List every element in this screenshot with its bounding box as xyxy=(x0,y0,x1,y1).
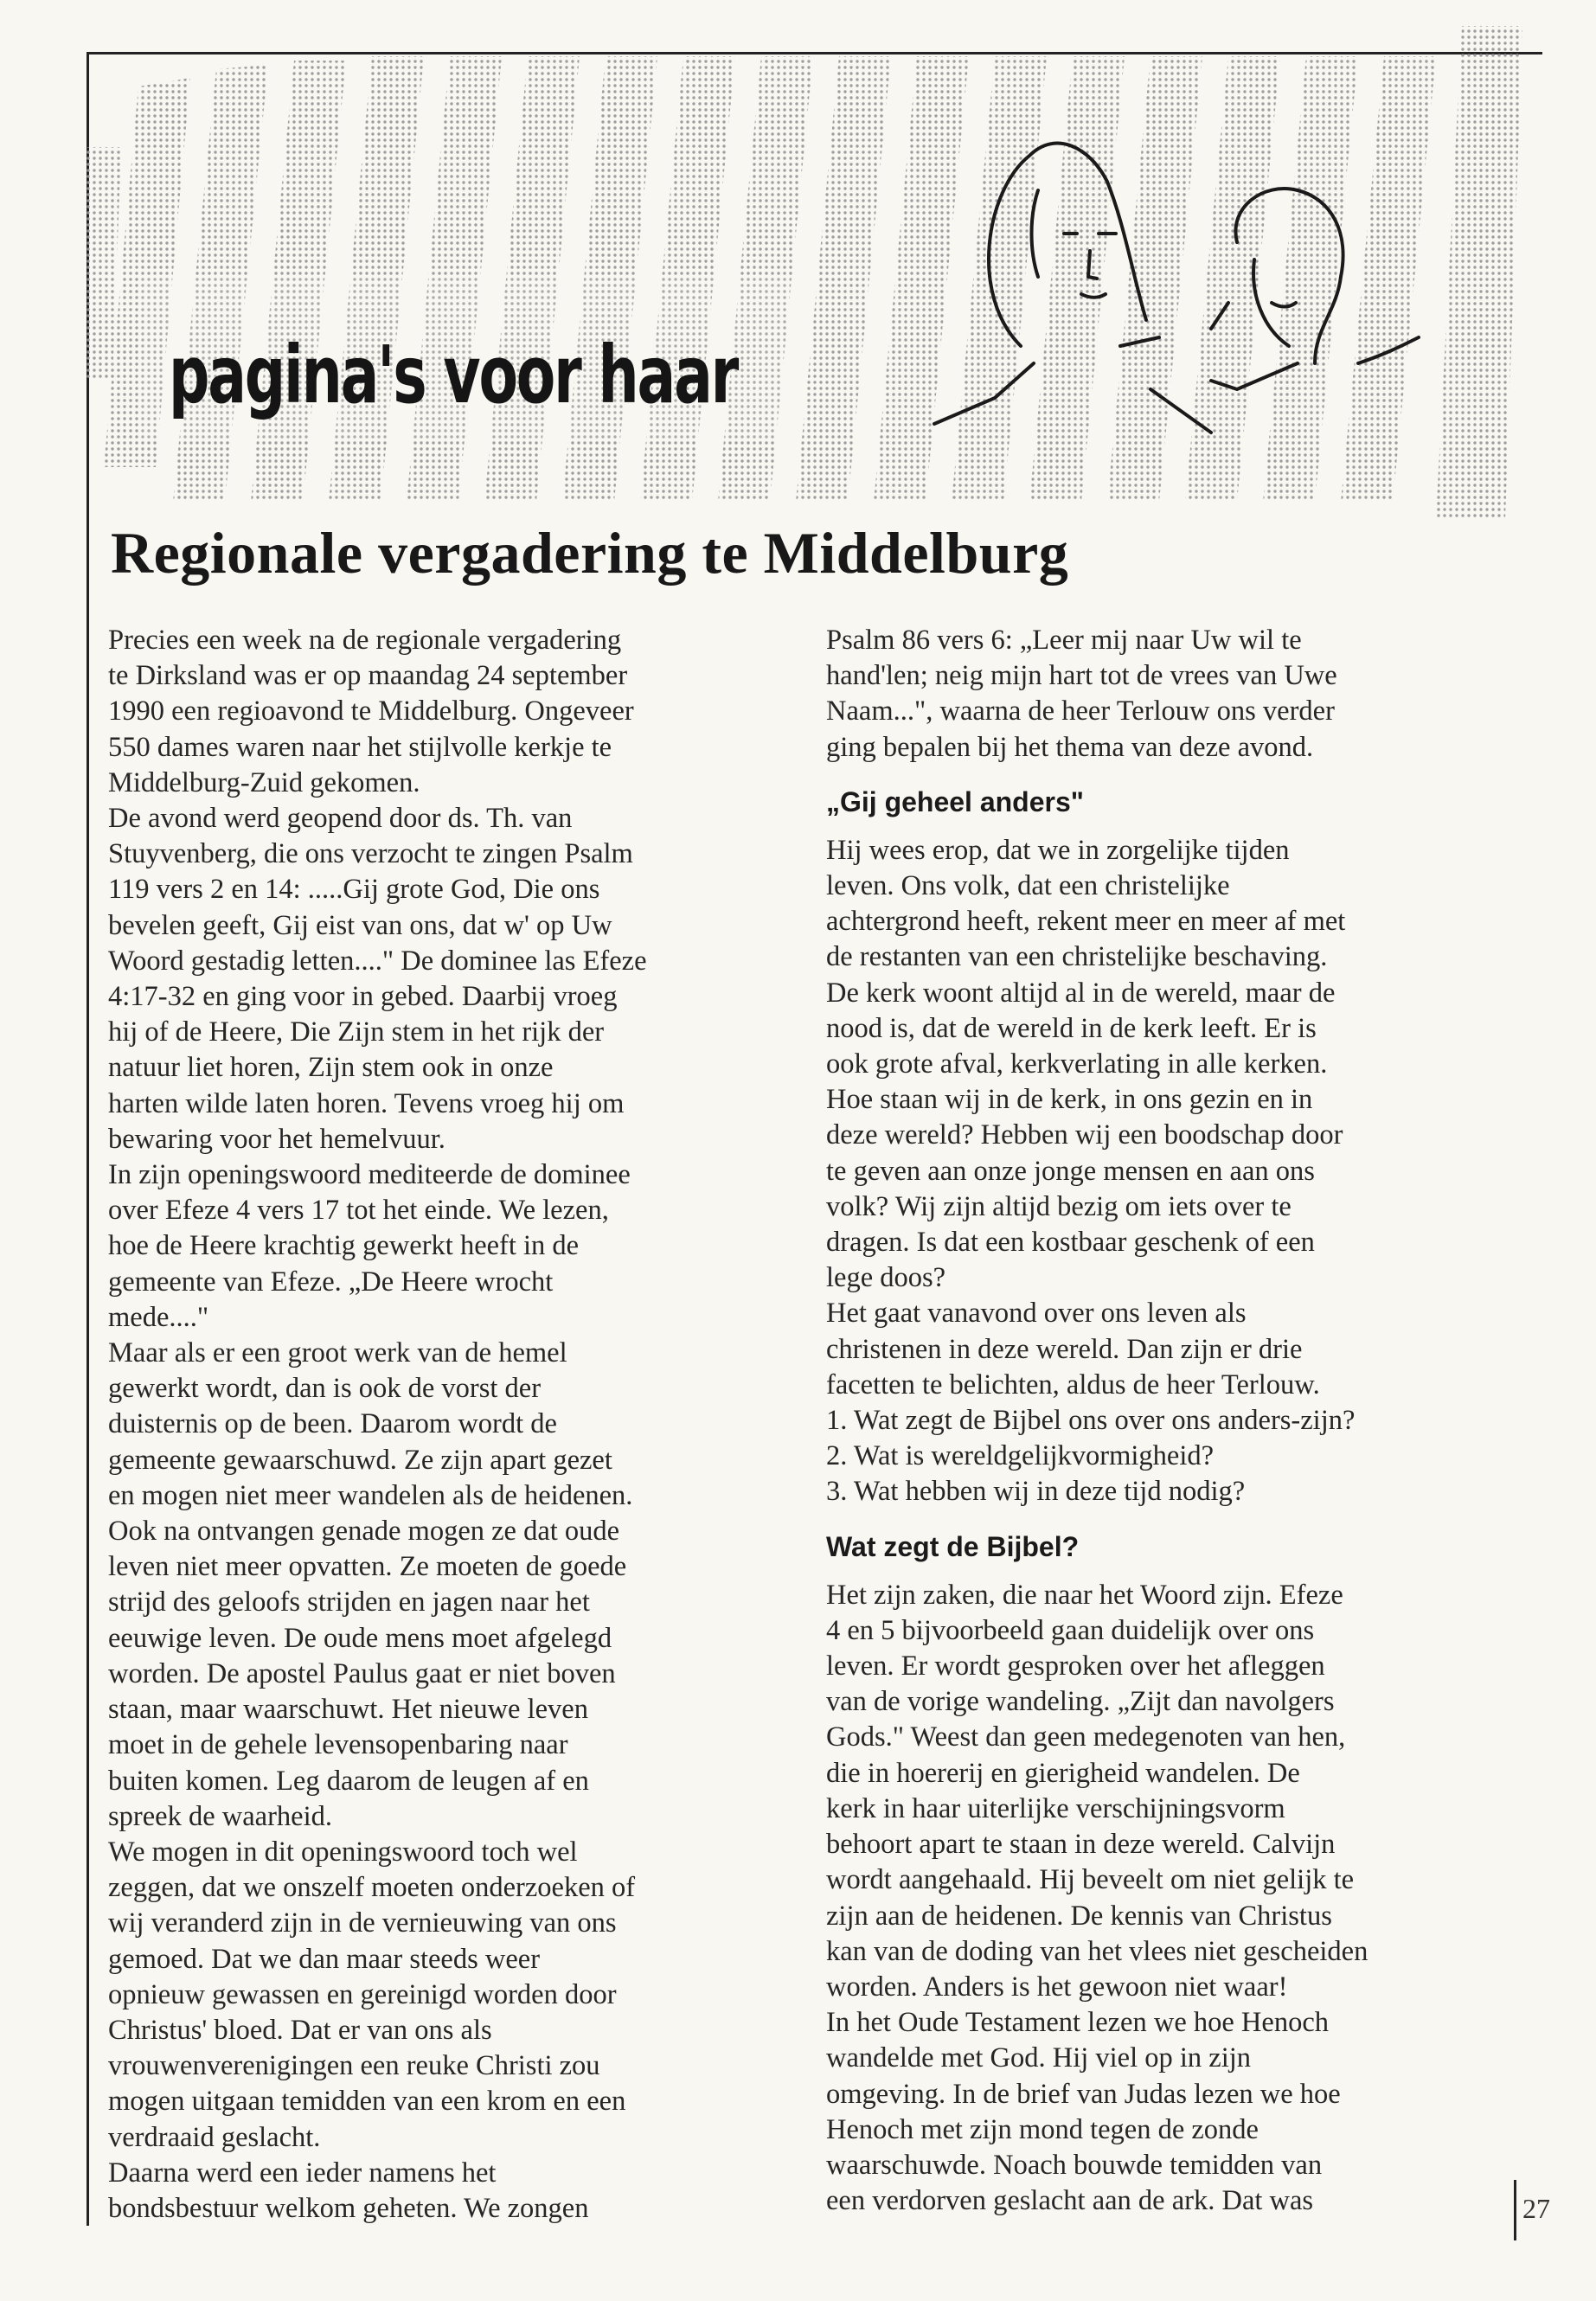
right_section_2-line: behoort apart te staan in deze wereld. Calvijn xyxy=(826,1829,1336,1861)
right_section_1-line: nood is, dat de wereld in de kerk leeft. Er is xyxy=(826,1012,1317,1044)
left_column-line: De avond werd geopend door ds. Th. van xyxy=(108,803,573,835)
right_section_1-line: De kerk woont altijd al in de wereld, maar de xyxy=(826,977,1336,1009)
right_section_2-line: wandelde met God. Hij viel op in zijn xyxy=(826,2042,1252,2074)
left_column-line: mede...." xyxy=(108,1301,209,1333)
left_column-line: te Dirksland was er op maandag 24 september xyxy=(108,660,628,692)
right_section_1-line: Hij wees erop, dat we in zorgelijke tijden xyxy=(826,834,1290,866)
right_section_1-line: facetten te belichten, aldus de heer Terlouw. xyxy=(826,1368,1320,1400)
right_section_1-line: Hoe staan wij in de kerk, in ons gezin en in xyxy=(826,1084,1313,1116)
left_column-line: bondsbestuur welkom geheten. We zongen xyxy=(108,2192,589,2224)
right-intro-paragraph xyxy=(826,623,1484,766)
page-number-rule xyxy=(1514,2180,1516,2240)
right_section_1-line: achtergrond heeft, rekent meer en meer af met xyxy=(826,906,1346,938)
left_column-line: In zijn openingswoord mediteerde de dominee xyxy=(108,1159,631,1191)
left_column-line: hoe de Heere krachtig gewerkt heeft in de xyxy=(108,1230,580,1262)
left_column-line: mogen uitgaan temidden van een krom en een xyxy=(108,2086,626,2118)
left_column-line: buiten komen. Leg daarom de leugen af en xyxy=(108,1765,589,1797)
left_column-line: bewaring voor het hemelvuur. xyxy=(108,1123,445,1155)
left-column-body xyxy=(108,623,766,2227)
subheading-wat-zegt-de-bijbel: Wat zegt de Bijbel? xyxy=(826,1530,1080,1562)
right_section_2-line: van de vorige wandeling. „Zijt dan navolgers xyxy=(826,1686,1335,1718)
right_section_1-line: te geven aan onze jonge mensen en aan ons xyxy=(826,1155,1315,1187)
right_section_2-line: een verdorven geslacht aan de ark. Dat was xyxy=(826,2185,1314,2217)
left_column-line: zeggen, dat we onszelf moeten onderzoeken of xyxy=(108,1872,636,1904)
article-title: Regionale vergadering te Middelburg xyxy=(111,520,1069,586)
left_column-line: strijd des geloofs strijden en jagen naar het xyxy=(108,1586,590,1618)
right_section_2-line: Henoch met zijn mond tegen de zonde xyxy=(826,2113,1259,2145)
left_column-line: leven niet meer opvatten. Ze moeten de goede xyxy=(108,1551,627,1583)
left_column-line: wij veranderd zijn in de vernieuwing van ons xyxy=(108,1907,617,1939)
section-label: pagina's voor haar xyxy=(169,329,738,421)
page-number: 27 xyxy=(1522,2193,1550,2224)
left_column-line: opnieuw gewassen en gereinigd worden door xyxy=(108,1978,617,2010)
right_section_1-line: ook grote afval, kerkverlating in alle kerken. xyxy=(826,1048,1328,1080)
left_column-line: Maar als er een groot werk van de hemel xyxy=(108,1337,567,1369)
right_section_1-line: 1. Wat zegt de Bijbel ons over ons anders-zijn? xyxy=(826,1405,1356,1437)
left_column-line: 119 vers 2 en 14: .....Gij grote God, Die ons xyxy=(108,874,600,906)
right-section-2-body xyxy=(826,1578,1484,2220)
right_section_1-line: deze wereld? Hebben wij een boodschap door xyxy=(826,1119,1343,1151)
right_section_2-line: leven. Er wordt gesproken over het afleggen xyxy=(826,1650,1325,1682)
left_column-line: Christus' bloed. Dat er van ons als xyxy=(108,2014,492,2046)
right_section_2-line: In het Oude Testament lezen we hoe Henoch xyxy=(826,2007,1330,2039)
left_column-line: Precies een week na de regionale vergadering xyxy=(108,625,622,656)
left_column-line: gemeente van Efeze. „De Heere wrocht xyxy=(108,1266,554,1298)
left_column-line: moet in de gehele levensopenbaring naar xyxy=(108,1729,568,1761)
right_section_2-line: kan van de doding van het vlees niet gescheiden xyxy=(826,1935,1368,1967)
right_intro-line: Naam...", waarna de heer Terlouw ons verder xyxy=(826,695,1335,727)
right_section_1-line: 2. Wat is wereldgelijkvormigheid? xyxy=(826,1440,1215,1472)
right_section_2-line: Gods." Weest dan geen medegenoten van hen, xyxy=(826,1721,1346,1753)
left_column-line: gemoed. Dat we dan maar steeds weer xyxy=(108,1943,541,1975)
right_section_2-line: worden. Anders is het gewoon niet waar! xyxy=(826,1971,1288,2003)
left_column-line: gewerkt wordt, dan is ook de vorst der xyxy=(108,1373,542,1405)
right_section_2-line: waarschuwde. Noach bouwde temidden van xyxy=(826,2149,1323,2181)
left_column-line: Woord gestadig letten...." De dominee las Efeze xyxy=(108,945,647,977)
right_section_2-line: omgeving. In de brief van Judas lezen we hoe xyxy=(826,2078,1341,2110)
right_section_2-line: zijn aan de heidenen. De kennis van Christus xyxy=(826,1900,1332,1932)
left_column-line: Middelburg-Zuid gekomen. xyxy=(108,766,420,798)
right_section_2-line: Het zijn zaken, die naar het Woord zijn. Efeze xyxy=(826,1579,1343,1611)
left_column-line: 550 dames waren naar het stijlvolle kerkje te xyxy=(108,731,612,763)
right_section_2-line: wordt aangehaald. Hij beveelt om niet gelijk te xyxy=(826,1864,1355,1896)
left_column-line: We mogen in dit openingswoord toch wel xyxy=(108,1836,578,1868)
left_column-line: hij of de Heere, Die Zijn stem in het rijk der xyxy=(108,1016,605,1048)
left_column-line: eeuwige leven. De oude mens moet afgelegd xyxy=(108,1622,612,1654)
left_column-line: vrouwenverenigingen een reuke Christi zou xyxy=(108,2050,600,2082)
halftone-brush-strokes xyxy=(87,26,1522,519)
left_column-line: worden. De apostel Paulus gaat er niet boven xyxy=(108,1657,616,1689)
right_section_2-line: 4 en 5 bijvoorbeeld gaan duidelijk over ons xyxy=(826,1614,1315,1646)
left_column-line: verdraaid geslacht. xyxy=(108,2121,321,2153)
left_column-line: 4:17-32 en ging voor in gebed. Daarbij vroeg xyxy=(108,981,618,1013)
right_section_1-line: de restanten van een christelijke beschaving. xyxy=(826,941,1328,973)
right_section_1-line: 3. Wat hebben wij in deze tijd nodig? xyxy=(826,1476,1246,1508)
left_column-line: Stuyvenberg, die ons verzocht te zingen Psalm xyxy=(108,838,633,870)
left_column-line: over Efeze 4 vers 17 tot het einde. We lezen, xyxy=(108,1195,609,1227)
left_column-line: harten wilde laten horen. Tevens vroeg hij om xyxy=(108,1087,625,1119)
right_section_1-line: christenen in deze wereld. Dan zijn er drie xyxy=(826,1333,1303,1365)
left_column-line: Ook na ontvangen genade mogen ze dat oude xyxy=(108,1516,620,1548)
right_section_1-line: dragen. Is dat een kostbaar geschenk of een xyxy=(826,1227,1315,1259)
right_intro-line: Psalm 86 vers 6: „Leer mij naar Uw wil te xyxy=(826,625,1302,656)
subheading-gij-geheel-anders: „Gij geheel anders" xyxy=(826,785,1084,817)
right_intro-line: hand'len; neig mijn hart tot de vrees van Uwe xyxy=(826,660,1337,692)
right_section_1-line: Het gaat vanavond over ons leven als xyxy=(826,1298,1247,1330)
right_section_2-line: kerk in haar uiterlijke verschijningsvorm xyxy=(826,1792,1285,1824)
left_column-line: Daarna werd een ieder namens het xyxy=(108,2157,497,2189)
right-section-1-body xyxy=(826,833,1484,1510)
right_section_1-line: volk? Wij zijn altijd bezig om iets over te xyxy=(826,1190,1292,1222)
left_column-line: staan, maar waarschuwt. Het nieuwe leven xyxy=(108,1694,588,1726)
left_column-line: spreek de waarheid. xyxy=(108,1800,332,1832)
right-column xyxy=(826,623,1484,2219)
left_column-line: natuur liet horen, Zijn stem ook in onze xyxy=(108,1052,554,1084)
left_column-line: 1990 een regioavond te Middelburg. Ongeveer xyxy=(108,695,634,727)
right_intro-line: ging bepalen bij het thema van deze avond. xyxy=(826,731,1314,763)
left_column-line: duisternis op de been. Daarom wordt de xyxy=(108,1408,557,1440)
right_section_1-line: lege doos? xyxy=(826,1262,946,1294)
left_column-line: en mogen niet meer wandelen als de heidenen. xyxy=(108,1479,633,1511)
left_column-line: gemeente gewaarschuwd. Ze zijn apart gezet xyxy=(108,1444,612,1476)
right_section_1-line: leven. Ons volk, dat een christelijke xyxy=(826,870,1230,902)
right_section_2-line: die in hoererij en gierigheid wandelen. De xyxy=(826,1757,1300,1789)
left-column xyxy=(108,623,766,2227)
header-banner xyxy=(87,17,1548,554)
left_column-line: bevelen geeft, Gij eist van ons, dat w' op Uw xyxy=(108,909,612,941)
